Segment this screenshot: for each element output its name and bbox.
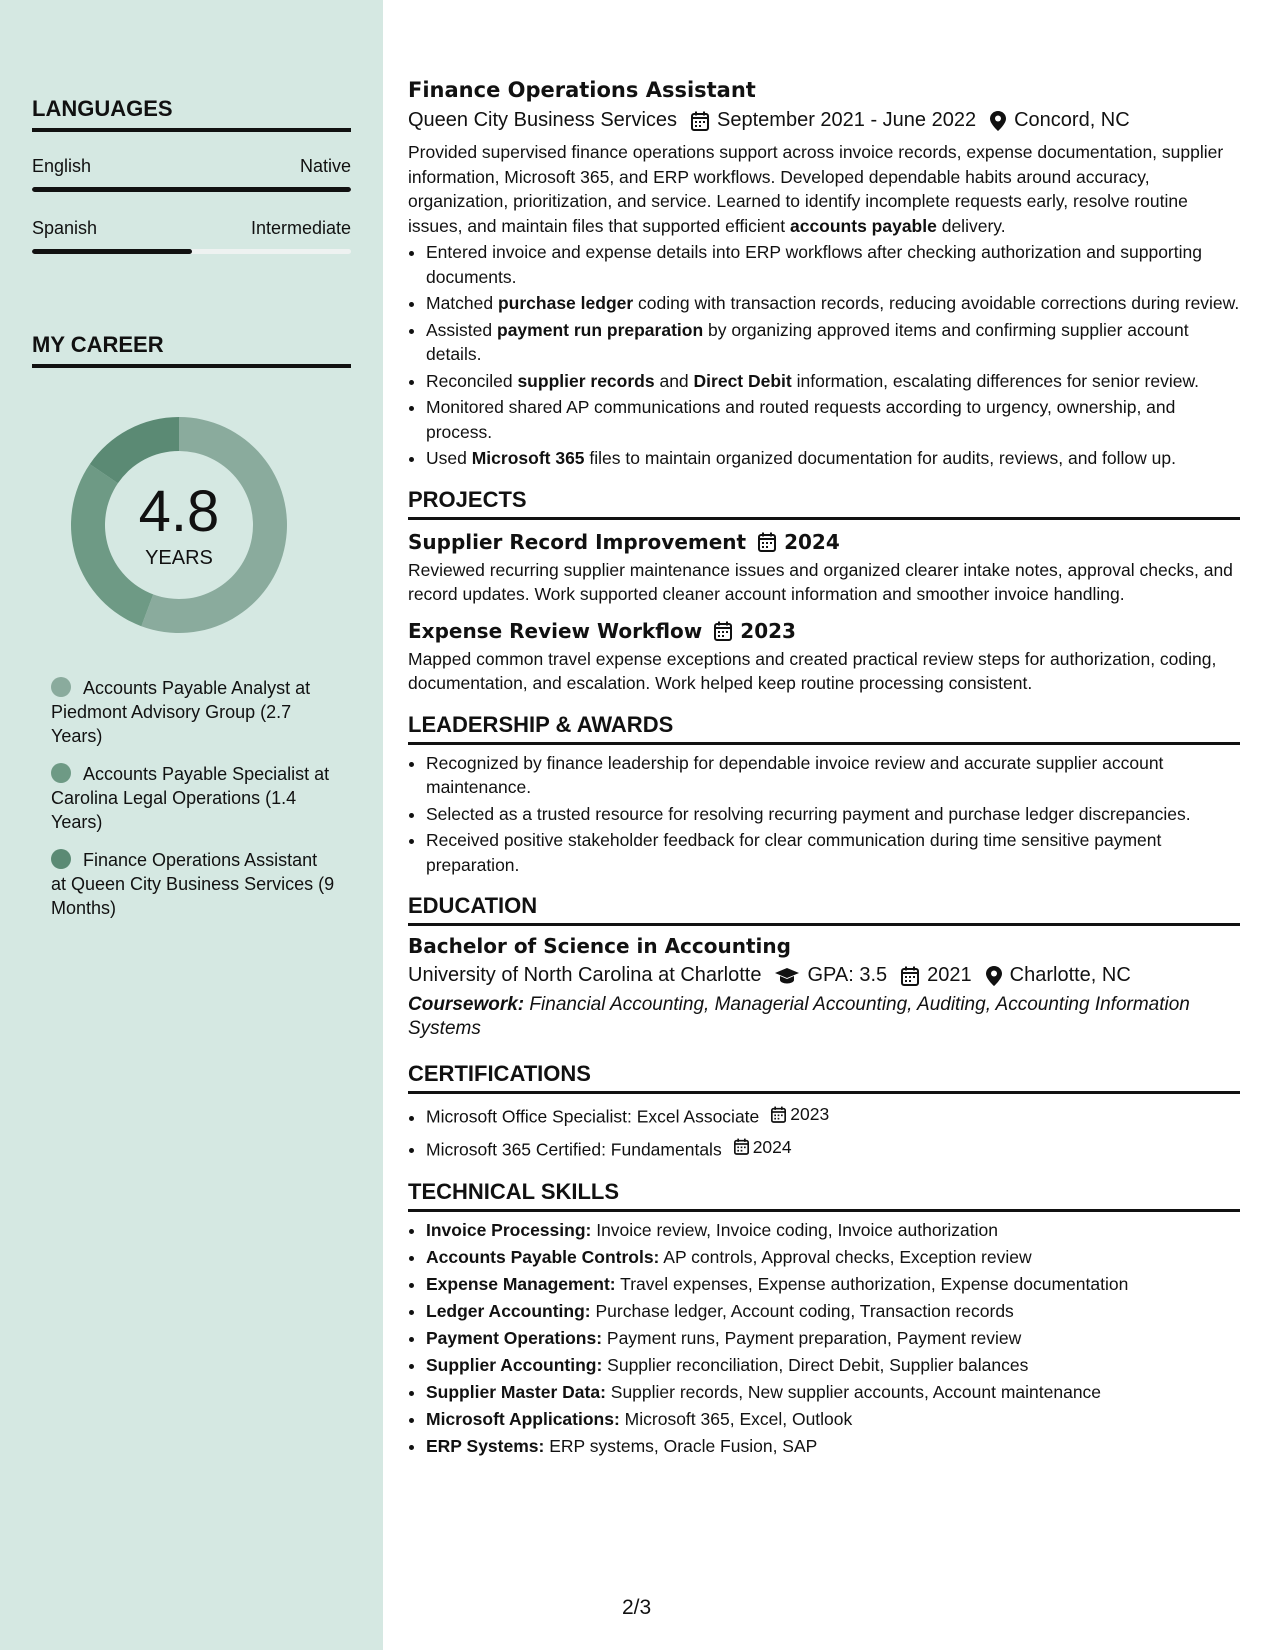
bullet-bold: payment run preparation [497, 319, 704, 340]
language-level: Native [299, 156, 351, 176]
career-legend-item [51, 762, 336, 834]
career-legend [51, 676, 336, 920]
career-legend-item [51, 676, 336, 748]
education-meta [408, 964, 1240, 987]
job-bullet [426, 291, 1240, 316]
bullet-bold: Direct Debit [693, 370, 792, 391]
job-dates: September 2021 - June 2022 [717, 109, 977, 131]
skill-label: Expense Management: [426, 1274, 616, 1294]
language-level: Intermediate [250, 218, 351, 238]
skill-label: Payment Operations: [426, 1328, 603, 1348]
skill-label: Supplier Accounting: [426, 1355, 603, 1375]
skill-item [426, 1245, 1240, 1270]
bullet-bold: supplier records [517, 370, 655, 391]
skill-item [426, 1407, 1240, 1432]
bullet-text: Used [426, 448, 472, 468]
calendar-icon [758, 532, 776, 552]
skill-label: Invoice Processing: [426, 1220, 592, 1240]
page-number: 2/3 [622, 1596, 652, 1619]
coursework [408, 993, 1240, 1041]
legend-dot-icon [51, 849, 71, 869]
job-bullet [426, 395, 1240, 444]
graduation-cap-icon [775, 967, 799, 985]
skill-label: ERP Systems: [426, 1436, 545, 1456]
job-bullet [426, 446, 1240, 471]
bullet-text: Matched [426, 293, 498, 313]
certification-item [426, 1133, 1240, 1164]
language-bar-fill [32, 187, 351, 192]
bullet-text: files to maintain organized documentation for audits, reviews, and follow up. [584, 448, 1176, 468]
main-content [408, 78, 1240, 1459]
career-legend-label: Accounts Payable Specialist at Carolina Legal Operations (1.4 Years) [51, 764, 330, 832]
job-bullets [426, 240, 1240, 471]
project-year: 2023 [740, 618, 796, 643]
calendar-icon [714, 621, 732, 641]
career-legend-item [51, 848, 336, 920]
job-bullet [426, 318, 1240, 367]
skill-item [426, 1380, 1240, 1405]
certifications-list [426, 1100, 1240, 1163]
job-bullet [426, 369, 1240, 394]
language-name: English [32, 156, 92, 176]
leadership-item: • Received positive stakeholder feedback for clear communication during time sensitive payment preparation. [426, 828, 1240, 877]
skill-value: ERP systems, Oracle Fusion, SAP [544, 1436, 818, 1456]
career-total: 4.8 [138, 478, 220, 544]
bullet-text: Reconciled [426, 370, 518, 391]
career-heading: MY CAREER [32, 332, 351, 368]
skill-item [426, 1272, 1240, 1297]
project-description: Mapped common travel expense exceptions and created practical review steps for authorization, coding, documentation, and escalation. Work helped keep routine processing consistent. [408, 648, 1217, 693]
legend-dot-icon [51, 677, 71, 697]
skill-value: Travel expenses, Expense authorization, Expense documentation [615, 1274, 1129, 1294]
project-name: Supplier Record Improvement [408, 529, 747, 554]
bullet-text: Monitored shared AP communications and routed requests according to urgency, ownership, and process. [426, 397, 1176, 442]
certifications-heading: CERTIFICATIONS [408, 1061, 1240, 1094]
career-legend-label: Accounts Payable Analyst at Piedmont Advisory Group (2.7 Years) [51, 678, 311, 746]
bullet-text: by organizing approved items and confirming supplier account details. [426, 319, 1189, 364]
bullet-text: coding with transaction records, reducing avoidable corrections during review. [633, 293, 1240, 313]
leadership-heading: LEADERSHIP & AWARDS [408, 712, 1240, 745]
job-meta [408, 109, 1240, 132]
career-donut [64, 410, 294, 640]
gpa: GPA: 3.5 [807, 964, 888, 986]
languages-heading: LANGUAGES [32, 96, 351, 132]
project-name: Expense Review Workflow [408, 618, 703, 643]
calendar-icon [734, 1138, 749, 1155]
skill-value: Supplier records, New supplier accounts, Account maintenance [605, 1382, 1102, 1402]
donut-center [64, 410, 294, 640]
calendar-icon [771, 1106, 786, 1123]
legend-dot-icon [51, 763, 71, 783]
project-title [408, 619, 1240, 643]
bullet-bold: purchase ledger [497, 293, 634, 313]
certification-name: Microsoft Office Specialist: Excel Associate [426, 1106, 760, 1127]
summary-text-end: delivery. [936, 215, 1006, 236]
bullet-text: Assisted [426, 319, 497, 340]
career-unit: YEARS [145, 546, 213, 569]
skills-heading: TECHNICAL SKILLS [408, 1179, 1240, 1212]
language-name: Spanish [32, 218, 98, 238]
calendar-icon [691, 111, 709, 131]
calendar-icon [901, 966, 919, 986]
skill-value: Microsoft 365, Excel, Outlook [619, 1409, 853, 1429]
skill-item [426, 1434, 1240, 1459]
skill-label: Microsoft Applications: [426, 1409, 620, 1429]
skill-item [426, 1299, 1240, 1324]
skill-value: Invoice review, Invoice coding, Invoice authorization [591, 1220, 998, 1240]
skill-value: Purchase ledger, Account coding, Transaction records [590, 1301, 1014, 1321]
bullet-bold: Microsoft 365 [471, 448, 585, 468]
certification-item [426, 1100, 1240, 1131]
skill-item [426, 1353, 1240, 1378]
skill-label: Ledger Accounting: [426, 1301, 591, 1321]
skill-value: Payment runs, Payment preparation, Payment review [602, 1328, 1022, 1348]
job-title: Finance Operations Assistant [408, 78, 756, 102]
summary-text: Provided supervised finance operations support across invoice records, expense documentation, supplier information, Microsoft 365, and ERP workflows. Developed dependable habits around accuracy, organization, prioritization, and service. Learned to identify incomplete requests early, resolve routine issues, and maintain files that supported efficient [408, 142, 1224, 236]
job-bullet [426, 240, 1240, 289]
bullet-text: information, escalating differences for senior review. [791, 370, 1199, 391]
skills-list [426, 1218, 1240, 1459]
project-description: Reviewed recurring supplier maintenance issues and organized clearer intake notes, approval checks, and record updates. Work supported cleaner account information and smoother invoice handling. [408, 559, 1233, 604]
language-bar-fill [32, 249, 192, 254]
project-year: 2024 [784, 529, 840, 554]
job-summary [408, 140, 1240, 238]
leadership-item: • Recognized by finance leadership for dependable invoice review and accurate supplier account maintenance. [426, 751, 1240, 800]
skill-item [426, 1218, 1240, 1243]
projects-heading: PROJECTS [408, 487, 1240, 520]
skill-label: Supplier Master Data: [426, 1382, 606, 1402]
job-location: Concord, NC [1014, 109, 1130, 131]
location-pin-icon [990, 111, 1006, 131]
bullet-text: and [654, 370, 694, 391]
job-company: Queen City Business Services [408, 109, 678, 131]
certification-year: 2023 [790, 1104, 830, 1124]
language-row [32, 218, 351, 239]
skill-label: Accounts Payable Controls: [426, 1247, 660, 1267]
skill-item [426, 1326, 1240, 1351]
bullet-text: Entered invoice and expense details into ERP workflows after checking authorization and supporting documents. [426, 242, 1202, 287]
location-pin-icon [986, 966, 1002, 986]
skill-value: AP controls, Approval checks, Exception review [659, 1247, 1032, 1267]
language-bar [32, 187, 351, 192]
language-bar [32, 249, 351, 254]
coursework-label: Coursework: [408, 994, 525, 1015]
leadership-item: • Selected as a trusted resource for resolving recurring payment and purchase ledger discrepancies. [426, 802, 1240, 827]
graduation-year: 2021 [927, 964, 972, 986]
certification-name: Microsoft 365 Certified: Fundamentals [426, 1139, 722, 1159]
school-location: Charlotte, NC [1009, 964, 1131, 986]
language-row [32, 156, 351, 177]
education-heading: EDUCATION [408, 893, 1240, 926]
skill-value: Supplier reconciliation, Direct Debit, Supplier balances [602, 1355, 1029, 1375]
leadership-list [426, 751, 1240, 878]
coursework-list: Financial Accounting, Managerial Accounting, Auditing, Accounting Information Systems [408, 994, 1190, 1039]
project-title [408, 530, 1240, 554]
certification-year: 2024 [752, 1136, 792, 1157]
school-name: University of North Carolina at Charlotte [408, 964, 762, 986]
sidebar [0, 0, 383, 1650]
career-legend-label: Finance Operations Assistant at Queen City Business Services (9 Months) [51, 850, 335, 918]
summary-bold: accounts payable [789, 215, 937, 236]
degree-title: Bachelor of Science in Accounting [408, 934, 791, 958]
